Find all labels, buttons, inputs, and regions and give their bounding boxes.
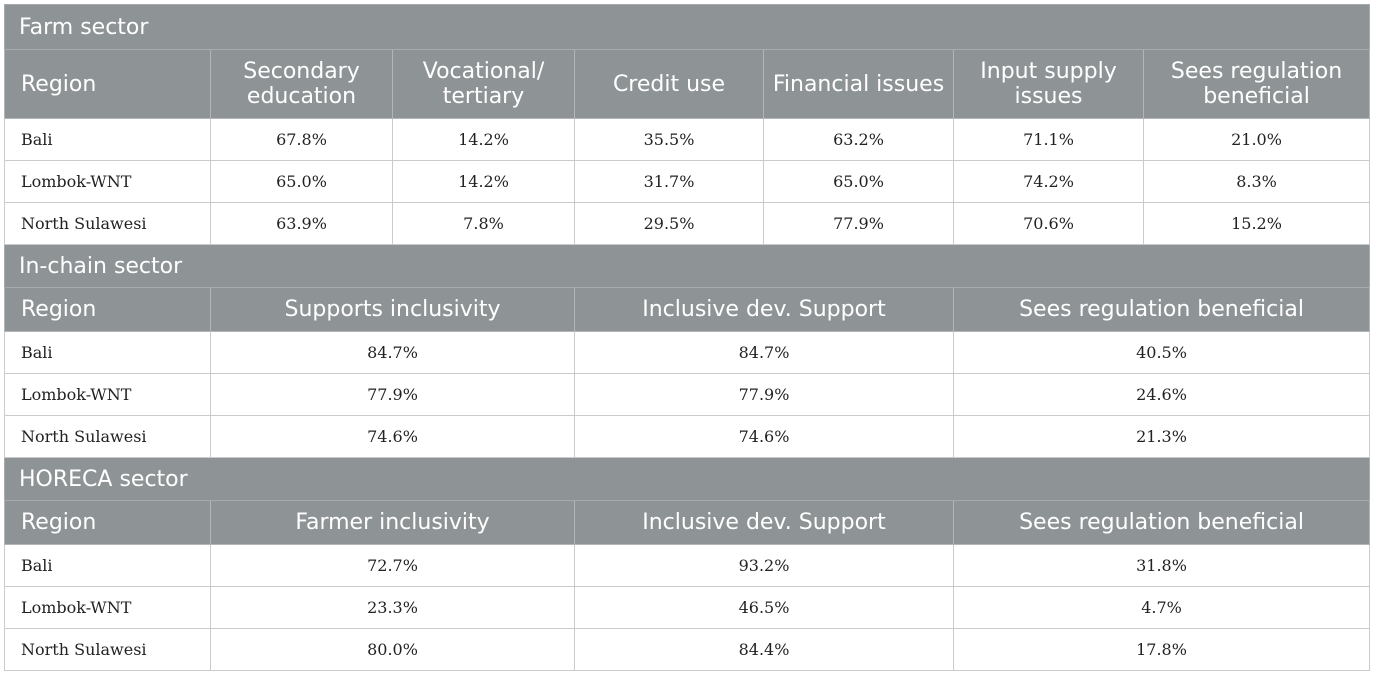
horeca-row-north-sulawesi	[5, 629, 1370, 671]
value-cell: 67.8%	[211, 119, 393, 161]
value-cell: 40.5%	[954, 332, 1370, 374]
horeca-header-farmer-inclusivity: Farmer inclusivity	[211, 501, 575, 545]
horeca-section-title: HORECA sector	[5, 458, 1370, 501]
region-cell: North Sulawesi	[5, 416, 211, 458]
farm-header-input-supply-issues: Input supply issues	[954, 50, 1144, 119]
farm-header-vocational-tertiary: Vocational/ tertiary	[393, 50, 575, 119]
farm-header-financial-issues: Financial issues	[764, 50, 954, 119]
farm-row-north-sulawesi	[5, 203, 1370, 245]
value-cell: 35.5%	[575, 119, 764, 161]
farm-row-bali	[5, 119, 1370, 161]
inchain-section-title: In-chain sector	[5, 245, 1370, 288]
farm-section-title: Farm sector	[5, 5, 1370, 50]
farm-row-lombok	[5, 161, 1370, 203]
value-cell: 77.9%	[764, 203, 954, 245]
farm-header-credit-use: Credit use	[575, 50, 764, 119]
inchain-header-region: Region	[5, 288, 211, 332]
value-cell: 46.5%	[575, 587, 954, 629]
value-cell: 65.0%	[211, 161, 393, 203]
value-cell: 84.4%	[575, 629, 954, 671]
value-cell: 65.0%	[764, 161, 954, 203]
horeca-header-sees-regulation: Sees regulation beneficial	[954, 501, 1370, 545]
inchain-section-header	[5, 245, 1370, 288]
farm-header-sees-regulation: Sees regulation beneficial	[1144, 50, 1370, 119]
value-cell: 4.7%	[954, 587, 1370, 629]
value-cell: 14.2%	[393, 161, 575, 203]
value-cell: 74.6%	[211, 416, 575, 458]
horeca-column-headers	[5, 501, 1370, 545]
sector-survey-table	[4, 4, 1370, 671]
inchain-header-sees-regulation: Sees regulation beneficial	[954, 288, 1370, 332]
horeca-row-lombok	[5, 587, 1370, 629]
region-cell: Bali	[5, 545, 211, 587]
region-cell: Lombok-WNT	[5, 587, 211, 629]
value-cell: 21.3%	[954, 416, 1370, 458]
region-cell: Bali	[5, 119, 211, 161]
value-cell: 63.2%	[764, 119, 954, 161]
farm-header-secondary-education: Secondary education	[211, 50, 393, 119]
value-cell: 74.6%	[575, 416, 954, 458]
value-cell: 14.2%	[393, 119, 575, 161]
value-cell: 23.3%	[211, 587, 575, 629]
value-cell: 17.8%	[954, 629, 1370, 671]
value-cell: 31.8%	[954, 545, 1370, 587]
region-cell: Lombok-WNT	[5, 161, 211, 203]
value-cell: 8.3%	[1144, 161, 1370, 203]
value-cell: 72.7%	[211, 545, 575, 587]
value-cell: 77.9%	[575, 374, 954, 416]
inchain-row-bali	[5, 332, 1370, 374]
farm-header-region: Region	[5, 50, 211, 119]
value-cell: 71.1%	[954, 119, 1144, 161]
inchain-row-north-sulawesi	[5, 416, 1370, 458]
value-cell: 93.2%	[575, 545, 954, 587]
horeca-header-region: Region	[5, 501, 211, 545]
inchain-column-headers	[5, 288, 1370, 332]
inchain-header-supports-inclusivity: Supports inclusivity	[211, 288, 575, 332]
value-cell: 21.0%	[1144, 119, 1370, 161]
region-cell: Lombok-WNT	[5, 374, 211, 416]
sector-table-container	[4, 4, 1369, 671]
farm-column-headers	[5, 50, 1370, 119]
value-cell: 15.2%	[1144, 203, 1370, 245]
inchain-header-inclusive-dev-support: Inclusive dev. Support	[575, 288, 954, 332]
value-cell: 31.7%	[575, 161, 764, 203]
value-cell: 74.2%	[954, 161, 1144, 203]
value-cell: 77.9%	[211, 374, 575, 416]
value-cell: 29.5%	[575, 203, 764, 245]
inchain-row-lombok	[5, 374, 1370, 416]
value-cell: 80.0%	[211, 629, 575, 671]
horeca-header-inclusive-dev-support: Inclusive dev. Support	[575, 501, 954, 545]
region-cell: Bali	[5, 332, 211, 374]
value-cell: 63.9%	[211, 203, 393, 245]
horeca-row-bali	[5, 545, 1370, 587]
region-cell: North Sulawesi	[5, 203, 211, 245]
farm-section-header	[5, 5, 1370, 50]
value-cell: 70.6%	[954, 203, 1144, 245]
value-cell: 84.7%	[211, 332, 575, 374]
value-cell: 24.6%	[954, 374, 1370, 416]
region-cell: North Sulawesi	[5, 629, 211, 671]
value-cell: 7.8%	[393, 203, 575, 245]
value-cell: 84.7%	[575, 332, 954, 374]
horeca-section-header	[5, 458, 1370, 501]
